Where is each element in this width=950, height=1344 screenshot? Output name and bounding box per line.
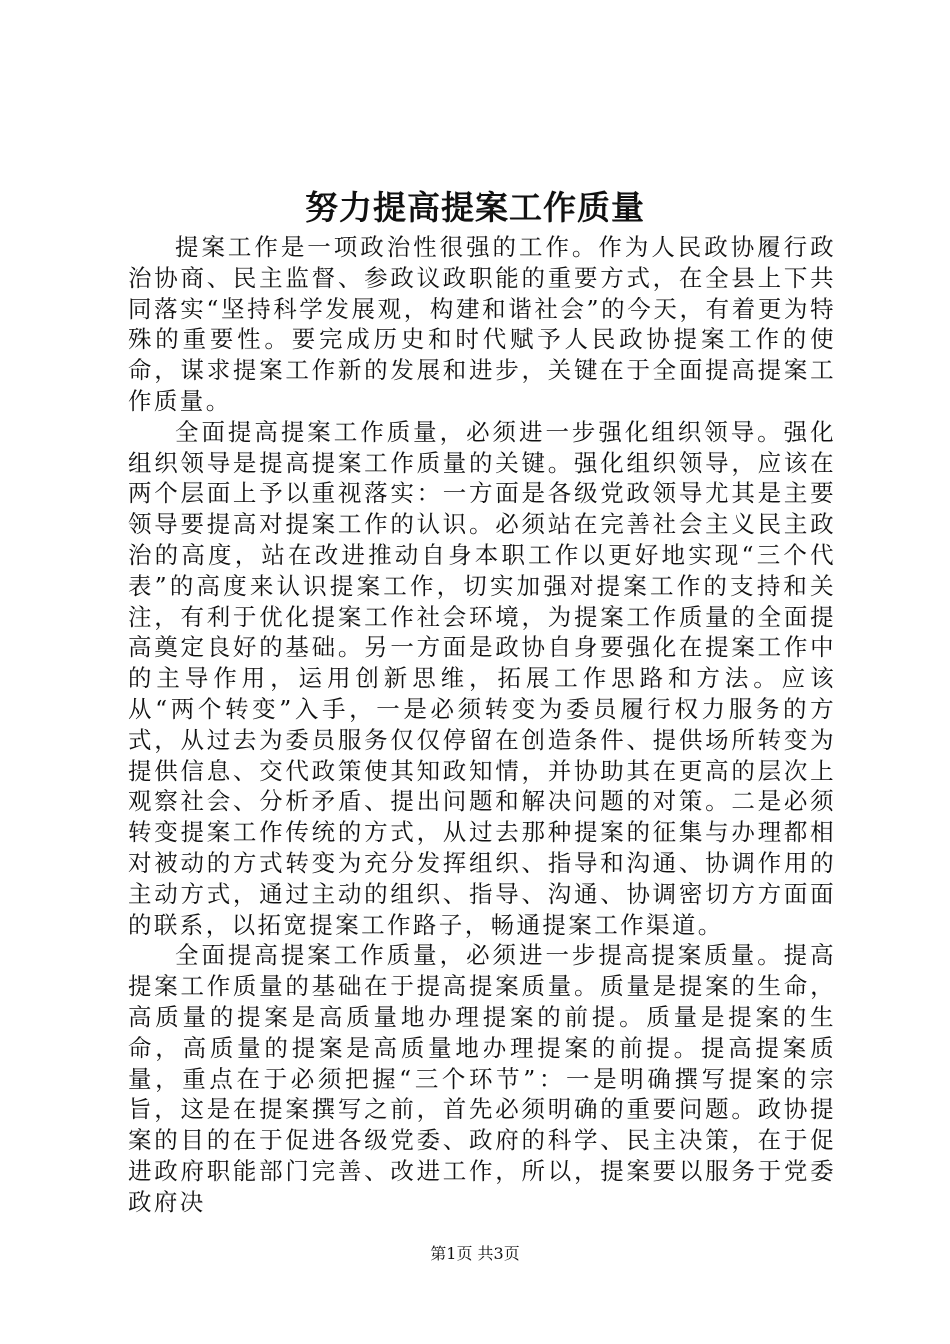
paragraph-3: 全面提高提案工作质量，必须进一步提高提案质量。提高提案工作质量的基础在于提高提案质量。质量是提案的生命，高质量的提案是高质量地办理提案的前提。质量是提案的生命，高质量的提案是高质量地办理提案的前提。提高提案质量，重点在于必须把握“三个环节”：一是明确撰写提案的宗旨，这是在提案撰写之前，首先必须明确的重要问题。政协提案的目的在于促进各级党委、政府的科学、民主决策，在于促进政府职能部门完善、改进工作，所以，提案要以服务于党委政府决: [128, 941, 836, 1216]
page-number-footer: 第1页 共3页: [430, 1244, 520, 1263]
document-title: 努力提高提案工作质量: [305, 188, 645, 227]
document-body: [128, 232, 836, 1218]
paragraph-2: 全面提高提案工作质量，必须进一步强化组织领导。强化组织领导是提高提案工作质量的关键。强化组织领导，应该在两个层面上予以重视落实：一方面是各级党政领导尤其是主要领导要提高对提案工作的认识。必须站在完善社会主义民主政治的高度，站在改进推动自身本职工作以更好地实现“三个代表”的高度来认识提案工作，切实加强对提案工作的支持和关注，有利于优化提案工作社会环境，为提案工作质量的全面提高奠定良好的基础。另一方面是政协自身要强化在提案工作中的主导作用，运用创新思维，拓展工作思路和方法。应该从“两个转变”入手，一是必须转变为委员履行权力服务的方式，从过去为委员服务仅仅停留在创造条件、提供场所转变为提供信息、交代政策使其知政知情，并协助其在更高的层次上观察社会、分析矛盾、提出问题和解决问题的对策。二是必须转变提案工作传统的方式，从过去那种提案的征集与办理都相对被动的方式转变为充分发挥组织、指导和沟通、协调作用的主动方式，通过主动的组织、指导、沟通、协调密切方方面面的联系，以拓宽提案工作路子，畅通提案工作渠道。: [128, 417, 836, 939]
paragraph-1: 提案工作是一项政治性很强的工作。作为人民政协履行政治协商、民主监督、参政议政职能的重要方式，在全县上下共同落实“坚持科学发展观，构建和谐社会”的今天，有着更为特殊的重要性。要完成历史和时代赋予人民政协提案工作的使命，谋求提案工作新的发展和进步，关键在于全面提高提案工作质量。: [128, 233, 836, 415]
